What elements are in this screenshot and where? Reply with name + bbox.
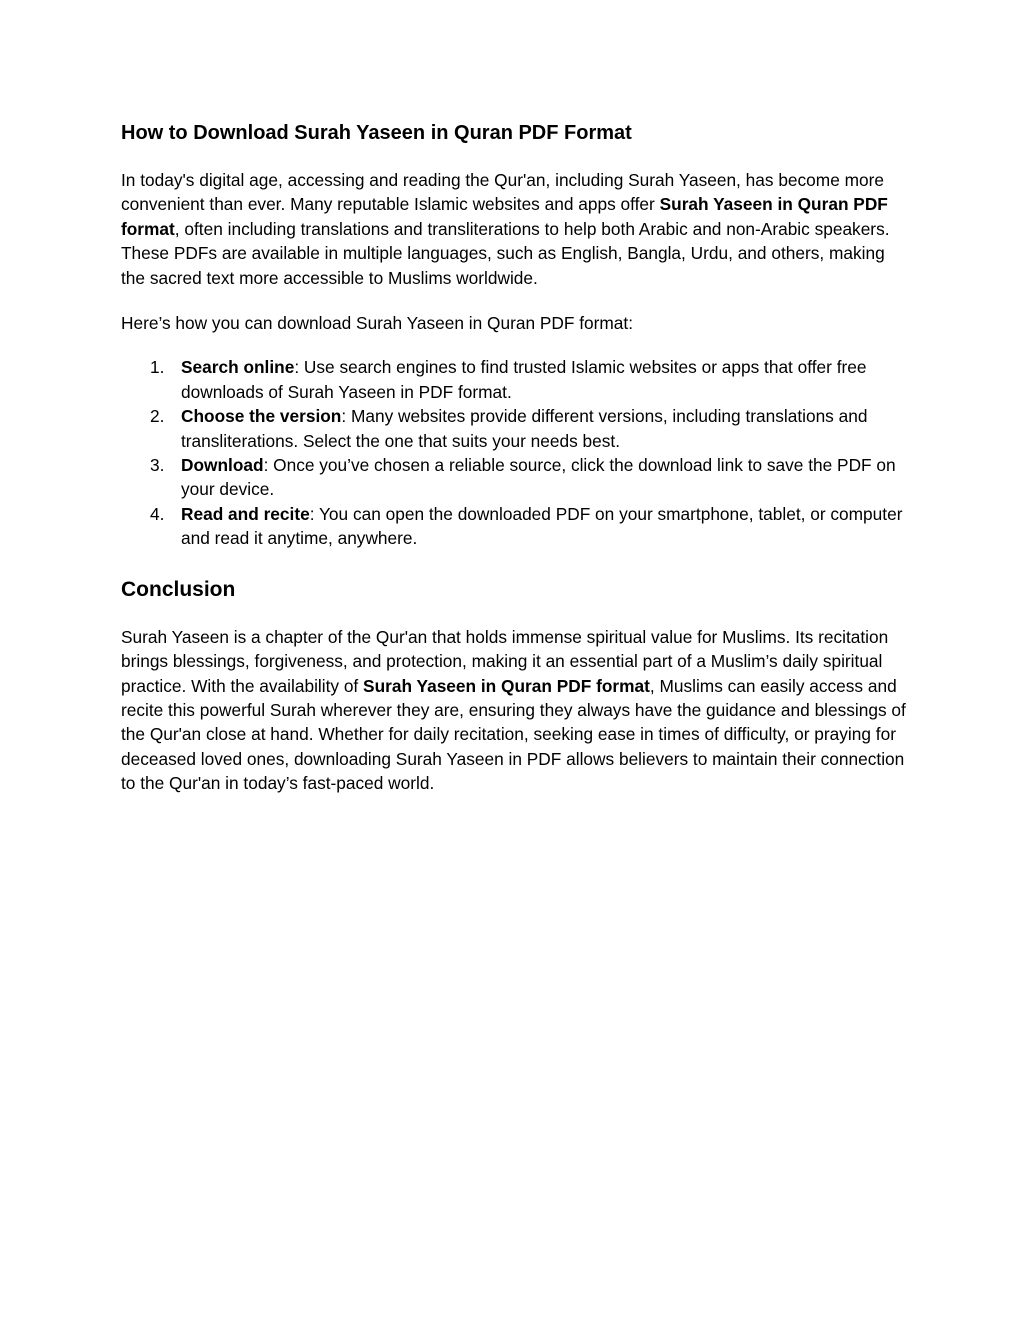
step-title: Read and recite [181, 503, 310, 524]
intro-paragraph [121, 168, 911, 290]
heading-conclusion: Conclusion [121, 577, 236, 601]
step-title: Download [181, 455, 264, 476]
conclusion-paragraph [121, 625, 911, 796]
heading-download-section: How to Download Surah Yaseen in Quran PDF Format [121, 122, 632, 144]
step-text: : Once you’ve chosen a reliable source, click the download link to save the PDF on your device. [181, 455, 896, 500]
intro-text-2: , often including translations and transliterations to help both Arabic and non-Arabic speakers. These PDFs are available in multiple languages, such as English, Bangla, Urdu, and others, making the sacred text more accessible to Muslims worldwide. [121, 218, 890, 288]
intro-bold-keyword: Surah Yaseen in Quran PDF format [121, 194, 888, 239]
conclusion-bold-keyword: Surah Yaseen in Quran PDF format [363, 675, 650, 696]
howto-lead-paragraph: Here’s how you can download Surah Yaseen in Quran PDF format: [121, 313, 633, 334]
step-number: 3. [150, 455, 165, 476]
step-number: 1. [150, 357, 165, 378]
document-page [121, 119, 911, 796]
step-title: Search online [181, 357, 295, 378]
list-item-step-4 [121, 502, 911, 551]
step-number: 4. [150, 503, 165, 524]
step-title: Choose the version [181, 406, 342, 427]
step-text: : Many websites provide different versions, including translations and transliterations. Select the one that suits your needs best. [181, 406, 868, 451]
intro-text-1: In today's digital age, accessing and reading the Qur'an, including Surah Yaseen, has become more convenient than ever. Many reputable Islamic websites and apps offer [121, 170, 884, 215]
step-text: : Use search engines to find trusted Islamic websites or apps that offer free downloads of Surah Yaseen in PDF format. [181, 357, 867, 402]
list-item-step-1 [121, 355, 911, 404]
conclusion-text-1: Surah Yaseen is a chapter of the Qur'an that holds immense spiritual value for Muslims. Its recitation brings blessings, forgiveness, and protection, making it an essential part of a Muslim’s daily spiritual practice. With the availability of [121, 626, 889, 696]
step-number: 2. [150, 406, 165, 427]
step-text: : You can open the downloaded PDF on your smartphone, tablet, or computer and read it anytime, anywhere. [181, 503, 903, 549]
download-steps-list [121, 355, 911, 550]
list-item-step-3 [121, 453, 911, 502]
list-item-step-2 [121, 404, 911, 453]
conclusion-text-2: , Muslims can easily access and recite this powerful Surah wherever they are, ensuring they always have the guidance and blessings of the Qur'an close at hand. Whether for daily recitation, seeking ease in times of difficulty, or praying for deceased loved ones, downloading Surah Yaseen in PDF allows believers to maintain their connection to the Qur'an in today’s fast-paced world. [121, 675, 906, 794]
